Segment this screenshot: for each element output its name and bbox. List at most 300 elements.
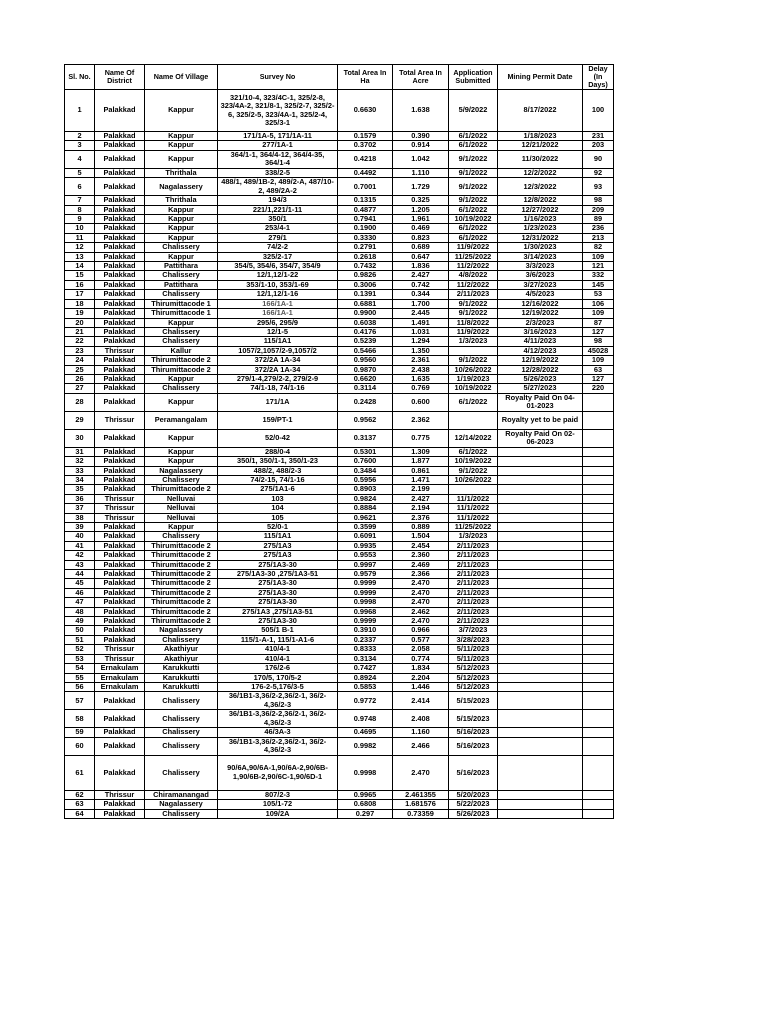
cell-delay: 231 [583,132,614,141]
cell-district: Palakkad [95,141,145,150]
cell-village: Kappur [145,233,218,242]
cell-district: Palakkad [95,384,145,393]
cell-sl-no: 63 [65,800,95,809]
cell-application-submitted: 9/1/2022 [449,299,498,308]
cell-application-submitted: 9/1/2022 [449,466,498,475]
cell-village: Karukkutti [145,682,218,691]
cell-village: Karukkutti [145,673,218,682]
cell-sl-no: 60 [65,737,95,755]
cell-village: Kappur [145,224,218,233]
table-row [65,504,614,513]
cell-application-submitted: 9/1/2022 [449,178,498,196]
cell-delay [583,466,614,475]
table-row [65,150,614,168]
cell-area-ha: 0.9997 [338,560,393,569]
cell-application-submitted: 5/15/2023 [449,692,498,710]
cell-survey-no: 109/2A [218,809,338,818]
table-row [65,447,614,456]
cell-application-submitted: 9/1/2022 [449,356,498,365]
cell-area-ha: 0.9621 [338,513,393,522]
cell-survey-no: 176/2-6 [218,664,338,673]
table-row [65,790,614,799]
cell-sl-no: 10 [65,224,95,233]
cell-area-ha: 0.9999 [338,588,393,597]
cell-application-submitted: 3/7/2023 [449,626,498,635]
cell-delay: 220 [583,384,614,393]
table-row [65,809,614,818]
cell-survey-no: 325/2-17 [218,252,338,261]
cell-application-submitted: 5/11/2023 [449,645,498,654]
cell-area-ha: 0.8924 [338,673,393,682]
cell-delay [583,560,614,569]
cell-delay: 209 [583,205,614,214]
cell-delay [583,617,614,626]
cell-village: Chalissery [145,728,218,737]
cell-sl-no: 57 [65,692,95,710]
cell-area-ha: 0.5466 [338,346,393,355]
cell-sl-no: 27 [65,384,95,393]
cell-district: Palakkad [95,710,145,728]
table-row [65,475,614,484]
cell-area-acre: 2.366 [393,570,449,579]
cell-survey-no: 171/1A-5, 171/1A-11 [218,132,338,141]
cell-village: Kappur [145,132,218,141]
cell-district: Palakkad [95,475,145,484]
cell-sl-no: 62 [65,790,95,799]
cell-survey-no: 166/1A-1 [218,299,338,308]
cell-village: Chalissery [145,755,218,790]
table-row [65,692,614,710]
cell-delay: 203 [583,141,614,150]
cell-area-ha: 0.9900 [338,309,393,318]
cell-survey-no: 159/PT-1 [218,411,338,429]
cell-sl-no: 42 [65,551,95,560]
cell-district: Palakkad [95,800,145,809]
cell-district: Palakkad [95,374,145,383]
cell-survey-no: 372/2A 1A-34 [218,365,338,374]
cell-area-ha: 0.8903 [338,485,393,494]
cell-area-acre: 0.577 [393,635,449,644]
cell-survey-no: 364/1-1, 364/4-12, 364/4-35, 364/1-4 [218,150,338,168]
cell-area-acre: 2.414 [393,692,449,710]
cell-village: Kappur [145,252,218,261]
cell-application-submitted: 5/12/2023 [449,673,498,682]
cell-district: Palakkad [95,318,145,327]
cell-village: Chalissery [145,475,218,484]
cell-area-ha: 0.7941 [338,215,393,224]
table-row [65,168,614,177]
cell-application-submitted: 4/8/2022 [449,271,498,280]
cell-district: Palakkad [95,252,145,261]
cell-application-submitted: 10/19/2022 [449,457,498,466]
cell-sl-no: 2 [65,132,95,141]
cell-mining-permit-date: 11/30/2022 [498,150,583,168]
cell-application-submitted [449,485,498,494]
cell-village: Kappur [145,374,218,383]
cell-village: Kappur [145,150,218,168]
cell-area-ha: 0.8333 [338,645,393,654]
cell-delay: 93 [583,178,614,196]
cell-survey-no: 279/1 [218,233,338,242]
cell-sl-no: 64 [65,809,95,818]
cell-district: Palakkad [95,551,145,560]
cell-area-ha: 0.3599 [338,523,393,532]
cell-district: Palakkad [95,150,145,168]
cell-district: Palakkad [95,692,145,710]
cell-survey-no: 275/1A3-30 ,275/1A3-51 [218,570,338,579]
cell-application-submitted: 1/3/2023 [449,532,498,541]
cell-area-acre: 2.362 [393,411,449,429]
cell-delay: 121 [583,262,614,271]
cell-sl-no: 37 [65,504,95,513]
cell-survey-no: 350/1 [218,215,338,224]
cell-delay: 213 [583,233,614,242]
cell-area-acre: 2.470 [393,598,449,607]
cell-delay: 98 [583,337,614,346]
cell-application-submitted: 2/11/2023 [449,541,498,550]
table-row [65,607,614,616]
cell-mining-permit-date [498,579,583,588]
cell-delay [583,800,614,809]
cell-application-submitted: 11/9/2022 [449,327,498,336]
cell-mining-permit-date: 3/14/2023 [498,252,583,261]
table-row [65,271,614,280]
cell-mining-permit-date [498,513,583,522]
cell-delay [583,710,614,728]
cell-village: Chalissery [145,271,218,280]
table-row [65,141,614,150]
cell-village: Kappur [145,90,218,132]
cell-area-ha: 0.1579 [338,132,393,141]
cell-area-ha: 0.7432 [338,262,393,271]
cell-mining-permit-date: 2/3/2023 [498,318,583,327]
cell-delay [583,626,614,635]
cell-area-acre: 0.775 [393,429,449,447]
cell-village: Chalissery [145,710,218,728]
cell-delay: 87 [583,318,614,327]
cell-sl-no: 45 [65,579,95,588]
cell-sl-no: 52 [65,645,95,654]
cell-area-acre: 0.914 [393,141,449,150]
cell-application-submitted: 6/1/2022 [449,224,498,233]
table-row [65,494,614,503]
cell-district: Palakkad [95,393,145,411]
table-row [65,205,614,214]
cell-area-acre: 2.445 [393,309,449,318]
table-body [65,90,614,819]
cell-village: Chalissery [145,809,218,818]
cell-sl-no: 59 [65,728,95,737]
cell-village: Thirumittacode 1 [145,309,218,318]
cell-delay: 106 [583,299,614,308]
cell-application-submitted: 10/26/2022 [449,365,498,374]
cell-survey-no: 104 [218,504,338,513]
cell-mining-permit-date: 1/30/2023 [498,243,583,252]
cell-delay: 236 [583,224,614,233]
cell-survey-no: 321/10-4, 323/4C-1, 325/2-8, 323/4A-2, 321/8-1, 325/2-7, 325/2-6, 325/2-5, 323/4A-1, 325/2-4, 325/3-1 [218,90,338,132]
cell-district: Ernakulam [95,673,145,682]
cell-delay [583,429,614,447]
cell-area-ha: 0.5301 [338,447,393,456]
cell-sl-no: 30 [65,429,95,447]
cell-village: Nagalassery [145,800,218,809]
cell-district: Palakkad [95,243,145,252]
cell-delay: 98 [583,196,614,205]
cell-village: Thirumittacode 2 [145,570,218,579]
cell-delay [583,570,614,579]
cell-application-submitted: 2/11/2023 [449,570,498,579]
cell-sl-no: 38 [65,513,95,522]
table-row [65,90,614,132]
cell-survey-no: 350/1, 350/1-1, 350/1-23 [218,457,338,466]
cell-mining-permit-date [498,800,583,809]
cell-delay [583,588,614,597]
cell-sl-no: 4 [65,150,95,168]
cell-mining-permit-date [498,635,583,644]
cell-application-submitted: 2/11/2023 [449,579,498,588]
table-row [65,551,614,560]
cell-village: Kappur [145,318,218,327]
cell-village: Chalissery [145,384,218,393]
cell-area-acre: 1.729 [393,178,449,196]
cell-area-ha: 0.6808 [338,800,393,809]
header-area-acre: Total Area In Acre [393,65,449,90]
cell-delay [583,654,614,663]
cell-survey-no: 807/2-3 [218,790,338,799]
cell-delay [583,598,614,607]
cell-survey-no: 275/1A3 [218,541,338,550]
cell-survey-no: 171/1A [218,393,338,411]
cell-sl-no: 54 [65,664,95,673]
header-sl-no: Sl. No. [65,65,95,90]
cell-application-submitted: 9/1/2022 [449,196,498,205]
cell-survey-no: 221/1,221/1-11 [218,205,338,214]
cell-area-acre: 1.700 [393,299,449,308]
cell-district: Palakkad [95,337,145,346]
cell-application-submitted: 2/11/2023 [449,607,498,616]
cell-district: Palakkad [95,466,145,475]
cell-delay [583,682,614,691]
header-area-ha: Total Area In Ha [338,65,393,90]
cell-area-ha: 0.6881 [338,299,393,308]
cell-sl-no: 55 [65,673,95,682]
cell-application-submitted: 1/19/2023 [449,374,498,383]
cell-village: Thirumittacode 2 [145,579,218,588]
cell-area-ha: 0.3134 [338,654,393,663]
cell-survey-no: 176-2-5,176/3-5 [218,682,338,691]
cell-sl-no: 14 [65,262,95,271]
cell-area-acre: 0.73359 [393,809,449,818]
cell-district: Palakkad [95,356,145,365]
cell-mining-permit-date [498,645,583,654]
cell-district: Palakkad [95,215,145,224]
cell-mining-permit-date: 12/19/2022 [498,309,583,318]
cell-village: Thirumittacode 2 [145,541,218,550]
cell-sl-no: 32 [65,457,95,466]
table-row [65,598,614,607]
cell-delay [583,737,614,755]
cell-mining-permit-date: 5/27/2023 [498,384,583,393]
cell-sl-no: 39 [65,523,95,532]
cell-area-acre: 2.470 [393,579,449,588]
cell-delay [583,494,614,503]
cell-area-acre: 1.836 [393,262,449,271]
cell-delay: 92 [583,168,614,177]
cell-district: Palakkad [95,299,145,308]
cell-sl-no: 43 [65,560,95,569]
cell-village: Kappur [145,205,218,214]
cell-district: Palakkad [95,617,145,626]
cell-survey-no: 275/1A3 [218,551,338,560]
cell-sl-no: 34 [65,475,95,484]
cell-mining-permit-date [498,560,583,569]
cell-application-submitted: 2/11/2023 [449,551,498,560]
cell-area-acre: 1.350 [393,346,449,355]
cell-delay [583,728,614,737]
cell-area-acre: 0.600 [393,393,449,411]
cell-sl-no: 47 [65,598,95,607]
cell-area-ha: 0.5956 [338,475,393,484]
cell-sl-no: 41 [65,541,95,550]
cell-mining-permit-date: 3/3/2023 [498,262,583,271]
cell-mining-permit-date: 1/18/2023 [498,132,583,141]
cell-area-ha: 0.3702 [338,141,393,150]
cell-district: Palakkad [95,755,145,790]
cell-village: Pattithara [145,280,218,289]
cell-district: Palakkad [95,429,145,447]
table-row [65,215,614,224]
cell-delay [583,393,614,411]
cell-village: Kappur [145,457,218,466]
cell-area-acre: 1.638 [393,90,449,132]
header-mining-permit-date: Mining Permit Date [498,65,583,90]
cell-area-ha: 0.5853 [338,682,393,691]
cell-mining-permit-date: 4/5/2023 [498,290,583,299]
cell-mining-permit-date: Royalty Paid On 02-06-2023 [498,429,583,447]
cell-area-acre: 2.360 [393,551,449,560]
cell-mining-permit-date [498,692,583,710]
cell-area-acre: 2.438 [393,365,449,374]
cell-survey-no: 275/1A3-30 [218,579,338,588]
table-row [65,299,614,308]
table-row [65,243,614,252]
table-row [65,617,614,626]
cell-application-submitted: 5/12/2023 [449,682,498,691]
cell-sl-no: 53 [65,654,95,663]
cell-area-acre: 0.861 [393,466,449,475]
cell-sl-no: 58 [65,710,95,728]
cell-area-acre: 2.204 [393,673,449,682]
cell-survey-no: 36/1B1-3,36/2-2,36/2-1, 36/2-4,36/2-3 [218,692,338,710]
cell-area-acre: 2.462 [393,607,449,616]
cell-district: Palakkad [95,168,145,177]
cell-area-acre: 2.469 [393,560,449,569]
cell-survey-no: 194/3 [218,196,338,205]
cell-area-acre: 0.966 [393,626,449,635]
cell-application-submitted: 9/1/2022 [449,168,498,177]
cell-district: Palakkad [95,541,145,550]
cell-area-ha: 0.9870 [338,365,393,374]
cell-sl-no: 29 [65,411,95,429]
cell-district: Thrissur [95,411,145,429]
cell-sl-no: 15 [65,271,95,280]
cell-mining-permit-date [498,494,583,503]
cell-mining-permit-date [498,475,583,484]
cell-delay [583,645,614,654]
cell-area-acre: 0.889 [393,523,449,532]
cell-survey-no: 105 [218,513,338,522]
cell-survey-no: 52/0-42 [218,429,338,447]
cell-survey-no: 12/1-5 [218,327,338,336]
cell-area-ha: 0.2618 [338,252,393,261]
cell-area-ha: 0.4877 [338,205,393,214]
cell-mining-permit-date [498,790,583,799]
table-row [65,290,614,299]
cell-village: Chalissery [145,337,218,346]
cell-mining-permit-date [498,682,583,691]
cell-mining-permit-date [498,570,583,579]
cell-mining-permit-date: 3/27/2023 [498,280,583,289]
cell-survey-no: 1057/2,1057/2-9,1057/2 [218,346,338,355]
cell-survey-no: 488/2, 488/2-3 [218,466,338,475]
cell-district: Palakkad [95,90,145,132]
cell-mining-permit-date [498,654,583,663]
cell-delay [583,485,614,494]
cell-delay: 89 [583,215,614,224]
cell-survey-no: 354/5, 354/6, 354/7, 354/9 [218,262,338,271]
table-row [65,635,614,644]
cell-survey-no: 253/4-1 [218,224,338,233]
table-row [65,337,614,346]
cell-district: Palakkad [95,262,145,271]
cell-sl-no: 36 [65,494,95,503]
cell-area-ha: 0.9968 [338,607,393,616]
cell-delay [583,607,614,616]
cell-mining-permit-date [498,737,583,755]
table-row [65,541,614,550]
cell-application-submitted: 9/1/2022 [449,309,498,318]
cell-application-submitted: 5/11/2023 [449,654,498,663]
cell-village: Kappur [145,447,218,456]
table-row [65,737,614,755]
cell-survey-no: 275/1A3-30 [218,560,338,569]
cell-area-acre: 1.834 [393,664,449,673]
cell-mining-permit-date: 1/16/2023 [498,215,583,224]
cell-delay [583,809,614,818]
cell-sl-no: 51 [65,635,95,644]
cell-area-ha: 0.9998 [338,755,393,790]
cell-area-acre: 2.470 [393,617,449,626]
cell-district: Palakkad [95,132,145,141]
cell-survey-no: 372/2A 1A-34 [218,356,338,365]
cell-area-ha: 0.2428 [338,393,393,411]
cell-survey-no: 103 [218,494,338,503]
cell-delay [583,475,614,484]
cell-village: Nelluvai [145,513,218,522]
cell-area-acre: 2.194 [393,504,449,513]
cell-village: Thirumittacode 2 [145,485,218,494]
cell-delay: 127 [583,327,614,336]
cell-sl-no: 50 [65,626,95,635]
cell-village: Thirumittacode 2 [145,607,218,616]
cell-survey-no: 115/1A1 [218,337,338,346]
header-village: Name Of Village [145,65,218,90]
cell-area-ha: 0.2791 [338,243,393,252]
header-row [65,65,614,90]
cell-delay [583,541,614,550]
cell-area-acre: 2.376 [393,513,449,522]
cell-area-acre: 1.961 [393,215,449,224]
